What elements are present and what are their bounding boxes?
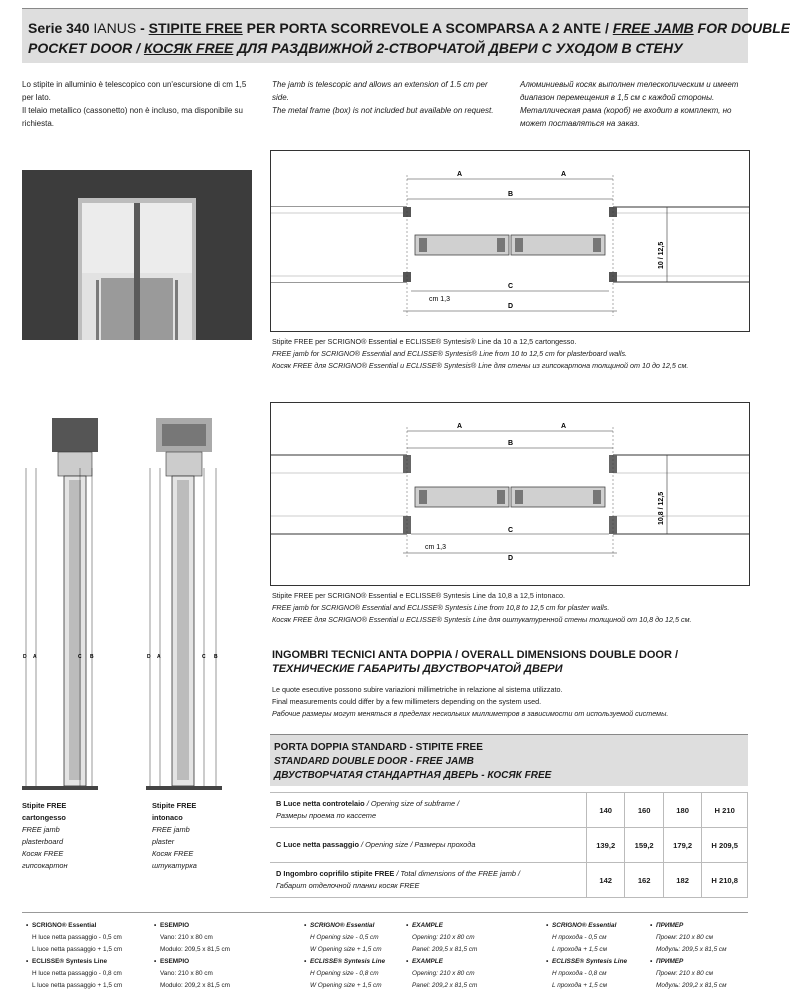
- dim-b: B: [508, 191, 514, 198]
- footer-col-ru-example: • ПРИМЕР Проем: 210 x 80 см Модуль: 209,5 x 81,5 см • ПРИМЕР Проем: 210 x 80 см Модуль: 209,2 x 81,5 см: [656, 920, 727, 992]
- caption-section-plaster: Stipite FREE intonaco FREE jamb plaster Косяк FREE штукатурка: [152, 801, 197, 870]
- intro-english: The jamb is telescopic and allows an extension of 1.5 cm per side. The metal frame (box) is not included but available on request.: [272, 80, 494, 115]
- vertical-section-plasterboard: [22, 418, 98, 796]
- dimensions-table: [270, 792, 748, 898]
- footer-col-it-rules: • SCRIGNO® Essential H luce netta passaggio - 0,5 cm L luce netta passaggio + 1,5 cm • ECLISSE® Syntesis Line H luce netta passaggio - 0,8 cm L luce netta passaggio + 1,5 cm: [32, 920, 122, 992]
- vs2-label-c: C: [202, 654, 206, 660]
- dim2-c: C: [508, 527, 514, 534]
- table-row: D Ingombro coprifilo stipite FREE / Total dimensions of the FREE jamb / Габарит отделочной планки косяк FREE 142 162 182 H 210,8: [270, 863, 748, 898]
- vs2-label-a: A: [157, 654, 161, 660]
- plan-diagram-plasterboard: [270, 150, 750, 332]
- intro-italian: Lo stipite in alluminio è telescopico con un'escursione di cm 1,5 per lato. Il telaio metallico (cassonetto) non è incluso, ma disponibile su richiesta.: [22, 80, 247, 128]
- dim-a-left: A: [457, 171, 463, 178]
- header-line-2: POCKET DOOR / КОСЯК FREE ДЛЯ РАЗДВИЖНОЙ 2-СТВОРЧАТОЙ ДВЕРИ С УХОДОМ В СТЕНУ: [28, 40, 683, 56]
- double-door-front-illustration: [22, 170, 252, 340]
- plan-drawing: [271, 151, 749, 331]
- dim2-wall-thickness: 10,8 / 12,5: [658, 491, 665, 525]
- table-row: C Luce netta passaggio / Opening size / Размеры прохода 139,2 159,2 179,2 H 209,5: [270, 828, 748, 863]
- footer-col-en-example: • EXAMPLE Opening: 210 x 80 cm Panel: 209,5 x 81,5 cm • EXAMPLE Opening: 210 x 80 cm Panel: 209,2 x 81,5 cm: [412, 920, 477, 992]
- vs2-label-d: D: [147, 654, 151, 660]
- vs1-label-c: C: [78, 654, 82, 660]
- footer-divider: [22, 912, 748, 913]
- dim-d: D: [508, 303, 514, 310]
- footer-col-it-example: • ESEMPIO Vano: 210 x 80 cm Modulo: 209,5 x 81,5 cm • ESEMPIO Vano: 210 x 80 cm Modulo: 209,2 x 81,5 cm: [160, 920, 230, 992]
- dim-cm: cm 1,3: [429, 296, 451, 303]
- caption-plasterboard: Stipite FREE per SCRIGNO® Essential e ECLISSE® Syntesis® Line da 10 a 12,5 cartongesso. FREE jamb for SCRIGNO® Essential and ECLISSE® Syntesis® Line from 10 to 12,5 cm for plasterboard walls. Косяк FREE для SCRIGNO® Essential и ECLISSE® Syntesis® Line для стены из гипсокартона толщиной от 10 до 12,5 см.: [272, 337, 689, 370]
- table-header: PORTA DOPPIA STANDARD - STIPITE FREE STANDARD DOUBLE DOOR - FREE JAMB ДВУСТВОРЧАТАЯ СТАНДАРТНАЯ ДВЕРЬ - КОСЯК FREE: [270, 734, 748, 786]
- vs1-label-a: A: [33, 654, 37, 660]
- vs2-label-b: B: [214, 654, 218, 660]
- dim-c: C: [508, 283, 514, 290]
- header-line-1: Serie 340 IANUS - STIPITE FREE PER PORTA SCORREVOLE A SCOMPARSA A 2 ANTE / FREE JAMB FOR DOUBLE: [28, 20, 790, 36]
- dim-a-right: A: [561, 171, 567, 178]
- dim2-a-left: A: [457, 423, 463, 430]
- footer-col-en-rules: • SCRIGNO® Essential H Opening size - 0,5 cm W Opening size + 1,5 cm • ECLISSE® Syntesis Line H Opening size - 0,8 cm W Opening size + 1,5 cm: [310, 920, 385, 992]
- caption-plaster: Stipite FREE per SCRIGNO® Essential e ECLISSE® Syntesis Line da 10,8 a 12,5 intonaco. FREE jamb for SCRIGNO® Essential and ECLISSE® Syntesis Line from 10,8 to 12,5 cm for plaster walls. Косяк FREE для SCRIGNO® Essential и ECLISSE® Syntesis Line для оштукатуренной стены толщиной от 10,8 до 12,5 см.: [272, 591, 692, 624]
- vertical-section-plaster: [146, 418, 222, 796]
- dim2-b: B: [508, 440, 514, 447]
- dim2-d: D: [508, 555, 514, 562]
- caption-section-plasterboard: Stipite FREE cartongesso FREE jamb plasterboard Косяк FREE гипсокартон: [22, 801, 68, 870]
- dim-wall-thickness: 10 / 12,5: [658, 241, 665, 269]
- table-row: B Luce netta controtelaio / Opening size of subframe / Размеры проема по кассете 140 160 180 H 210: [270, 793, 748, 828]
- vs1-label-d: D: [23, 654, 27, 660]
- intro-russian: Алюминиевый косяк выполнен телескопическим и имеет диапазон перемещения в 1,5 см с каждой стороны. Металлическая рама (короб) не входит в комплект, но может поставляться на заказ.: [520, 80, 739, 128]
- plan-diagram-plaster: [270, 402, 750, 586]
- section-notes: Le quote esecutive possono subire variazioni millimetriche in relazione al sistema utilizzato. Final measurements could differ by a few millimeters depending on the system used. Рабочие размеры могут меняться в пределах нескольких миллиметров в зависимости от используемой системы.: [272, 685, 669, 718]
- vs1-label-b: B: [90, 654, 94, 660]
- dim2-a-right: A: [561, 423, 567, 430]
- footer-col-ru-rules: • SCRIGNO® Essential H прохода - 0,5 см L прохода + 1,5 см • ECLISSE® Syntesis Line H прохода - 0,8 см L прохода + 1,5 см: [552, 920, 627, 992]
- section-title: INGOMBRI TECNICI ANTA DOPPIA / OVERALL DIMENSIONS DOUBLE DOOR / ТЕХНИЧЕСКИЕ ГАБАРИТЫ ДВУСТВОРЧАТОЙ ДВЕРИ: [272, 649, 678, 675]
- plan-drawing-2: [271, 403, 749, 585]
- page-header: [22, 8, 790, 63]
- dim2-cm: cm 1,3: [425, 544, 447, 551]
